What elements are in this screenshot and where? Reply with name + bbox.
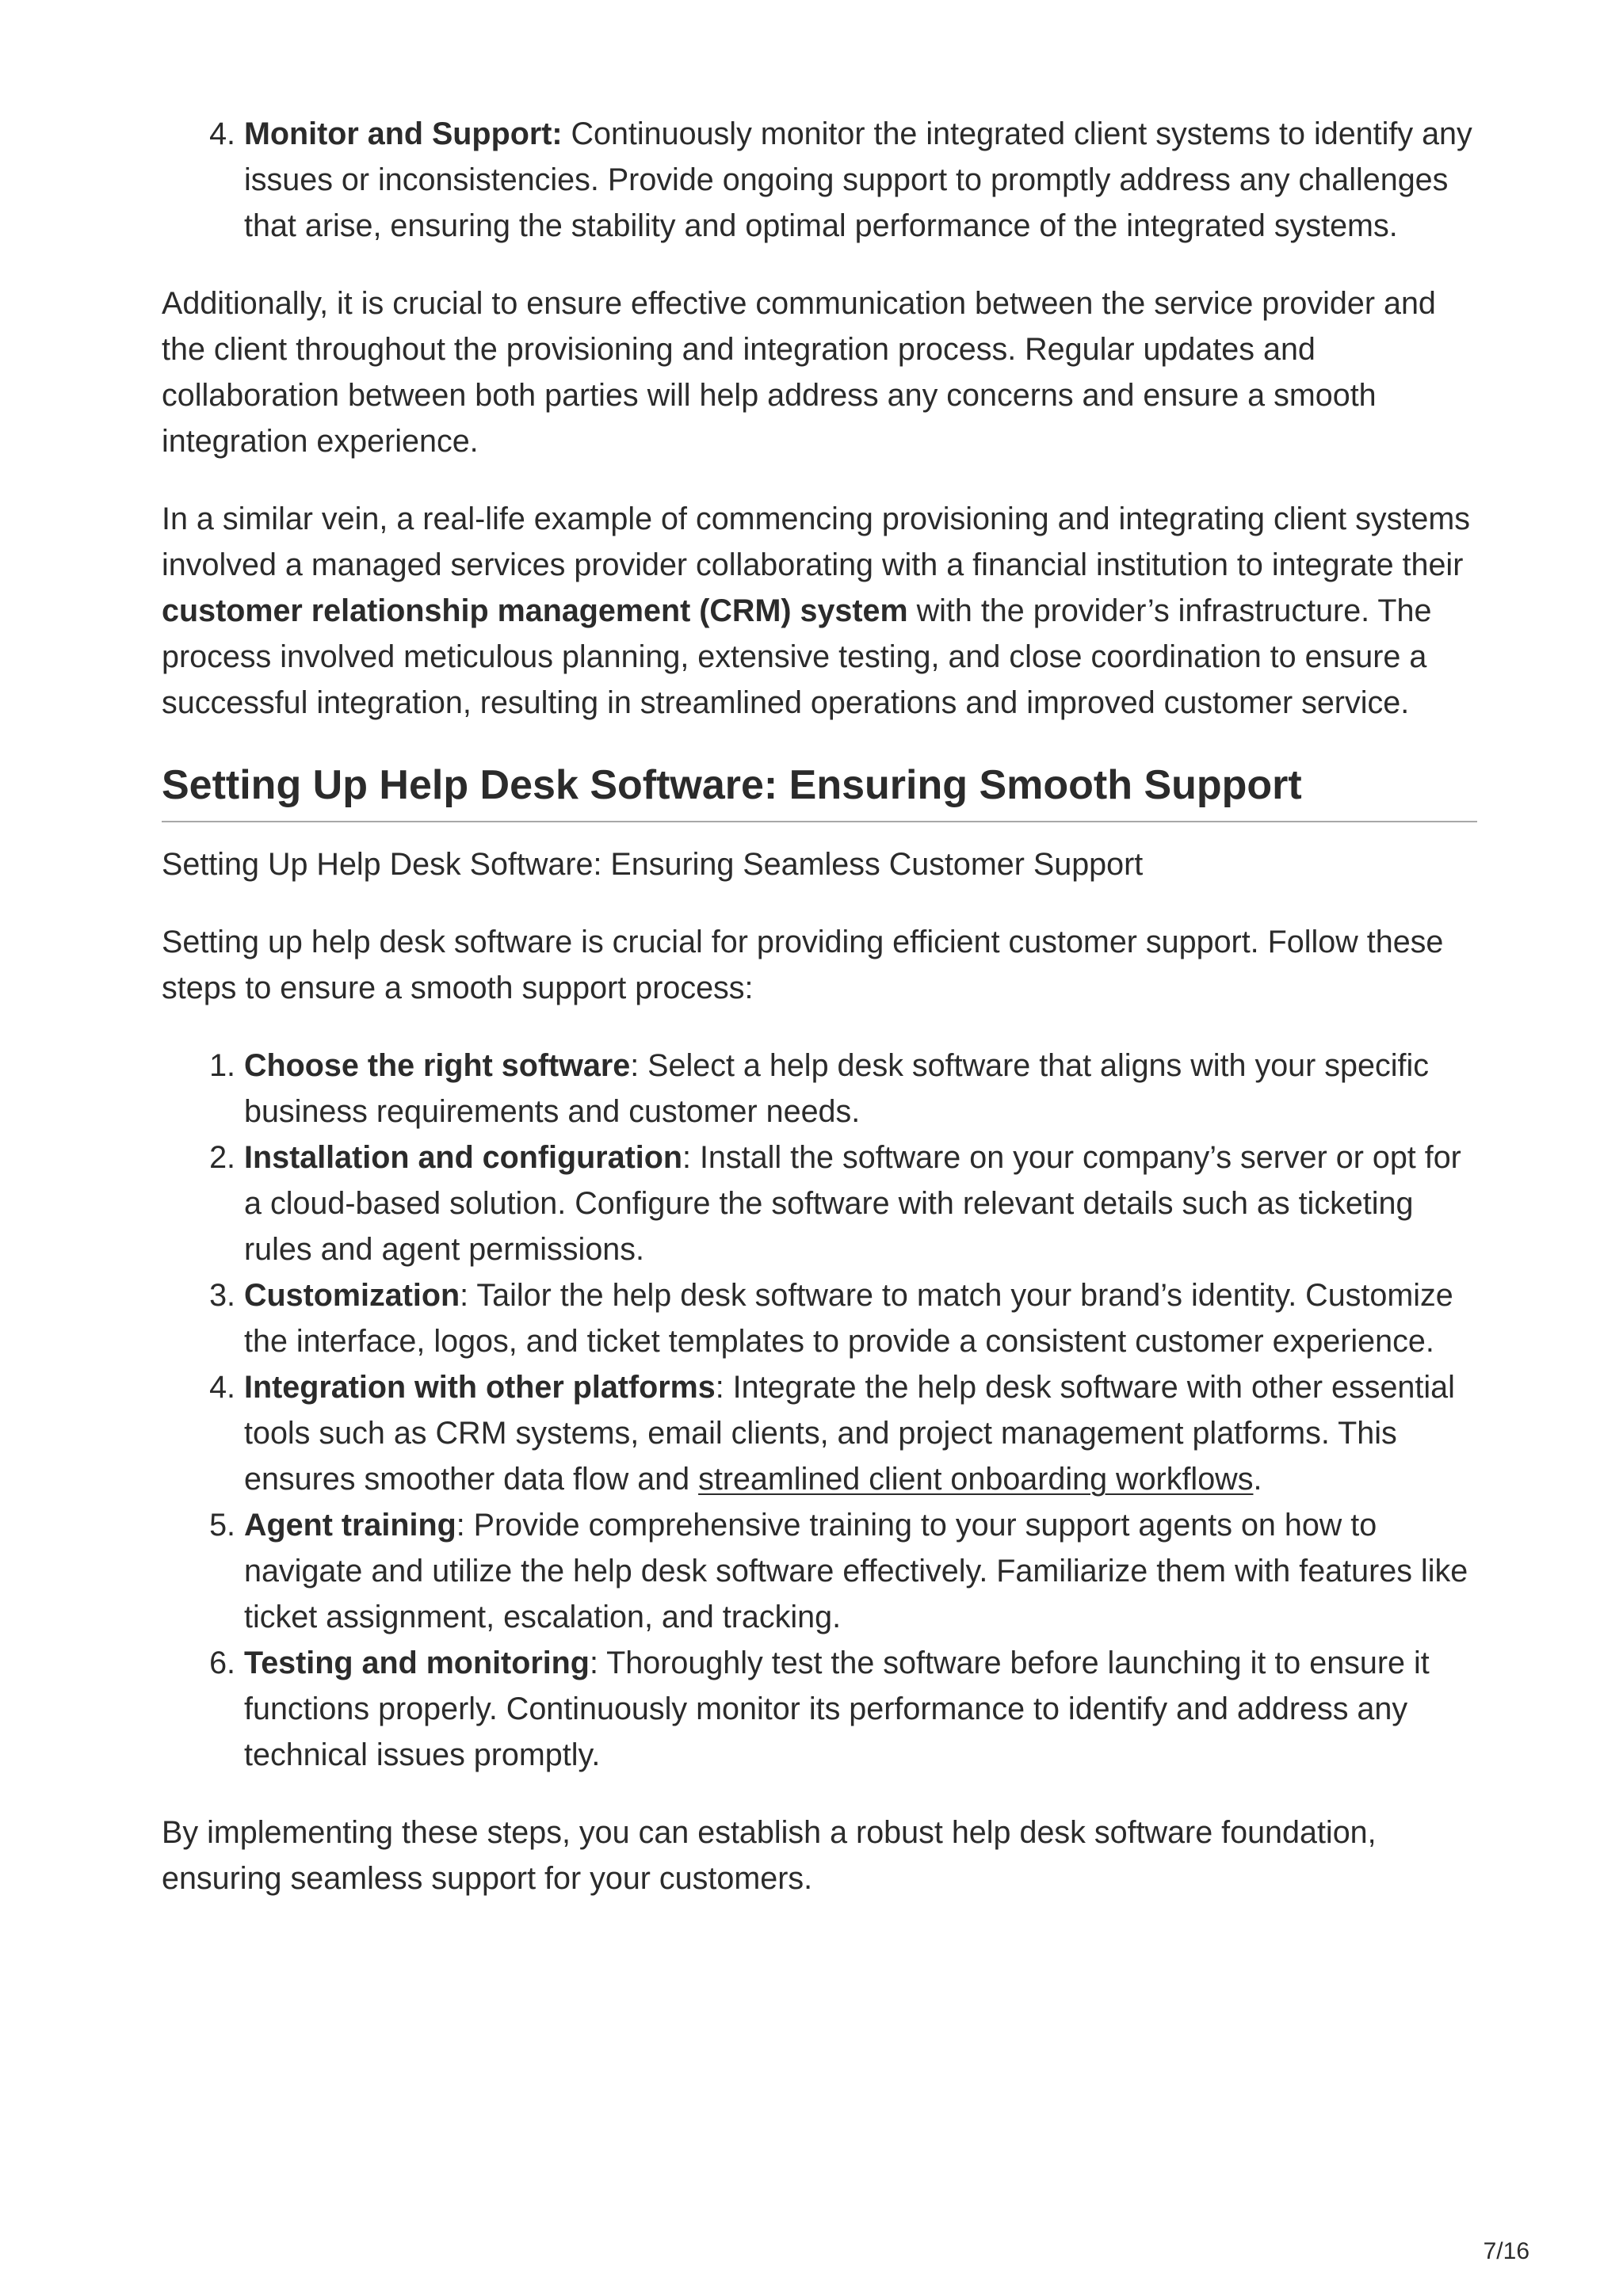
example-paragraph bbox=[162, 496, 1477, 726]
example-bold-term: customer relationship management (CRM) system bbox=[162, 593, 908, 628]
step-text-end: . bbox=[1253, 1462, 1262, 1497]
step-text: : Select a help desk software that aligns with your specific business requirements and customer needs. bbox=[244, 1048, 1429, 1129]
communication-paragraph: Additionally, it is crucial to ensure effective communication between the service provider and the client throughout the provisioning and integration process. Regular updates and collaboration between both parties will help address any concerns and ensure a smooth integration experience. bbox=[162, 286, 1436, 459]
example-text-start: In a similar vein, a real-life example of commencing provisioning and integrating client systems involved a managed services provider collaborating with a financial institution to integrate their bbox=[162, 502, 1470, 582]
conclusion-paragraph: By implementing these steps, you can establish a robust help desk software foundation, ensuring seamless support for your customers. bbox=[162, 1815, 1377, 1896]
step-title: Installation and configuration bbox=[244, 1140, 682, 1175]
step-text: : Integrate the help desk software with other essential tools such as CRM systems, email clients, and project management platforms. This ensures smoother data flow and bbox=[244, 1370, 1455, 1497]
list-item bbox=[244, 1043, 1477, 1135]
step-text: : Install the software on your company’s server or opt for a cloud-based solution. Configure the software with relevant details such as ticketing rules and agent permissions. bbox=[244, 1140, 1461, 1267]
list-item bbox=[244, 111, 1477, 249]
list-item bbox=[244, 1502, 1477, 1640]
example-text-end: with the provider’s infrastructure. The process involved meticulous planning, extensive testing, and close coordination to ensure a successful integration, resulting in streamlined operations and improved customer service. bbox=[162, 593, 1432, 720]
step-text: : Provide comprehensive training to your support agents on how to navigate and utilize the help desk software effectively. Familiarize them with features like ticket assignment, escalation, and tracking. bbox=[244, 1508, 1468, 1634]
list-item-text: Continuously monitor the integrated client systems to identify any issues or inconsistencies. Provide ongoing support to promptly address any challenges that arise, ensuring the stability and optimal performance of the integrated systems. bbox=[244, 116, 1472, 243]
step-title: Customization bbox=[244, 1278, 460, 1313]
list-item-title: Monitor and Support: bbox=[244, 116, 563, 151]
section-intro: Setting up help desk software is crucial for providing efficient customer support. Follow these steps to ensure a smooth support process: bbox=[162, 925, 1444, 1005]
step-title: Agent training bbox=[244, 1508, 456, 1543]
step-title: Choose the right software bbox=[244, 1048, 631, 1083]
list-item bbox=[244, 1640, 1477, 1778]
steps-list bbox=[162, 1043, 1477, 1778]
section-heading: Setting Up Help Desk Software: Ensuring Smooth Support bbox=[162, 757, 1477, 822]
onboarding-workflows-link[interactable]: streamlined client onboarding workflows bbox=[698, 1462, 1254, 1497]
section-subtitle: Setting Up Help Desk Software: Ensuring Seamless Customer Support bbox=[162, 847, 1144, 882]
step-text: : Tailor the help desk software to match your brand’s identity. Customize the interface, logos, and ticket templates to provide a consistent customer experience. bbox=[244, 1278, 1453, 1359]
step-title: Integration with other platforms bbox=[244, 1370, 716, 1405]
list-item bbox=[244, 1364, 1477, 1502]
step-text: : Thoroughly test the software before launching it to ensure it functions properly. Continuously monitor its performance to identify and address any technical issues promptly. bbox=[244, 1646, 1430, 1772]
list-item bbox=[244, 1272, 1477, 1364]
list-item bbox=[244, 1135, 1477, 1272]
step-title: Testing and monitoring bbox=[244, 1646, 590, 1680]
numbered-list-continued bbox=[162, 111, 1477, 249]
page-content bbox=[162, 111, 1477, 1933]
page-number: 7/16 bbox=[1483, 2238, 1529, 2264]
